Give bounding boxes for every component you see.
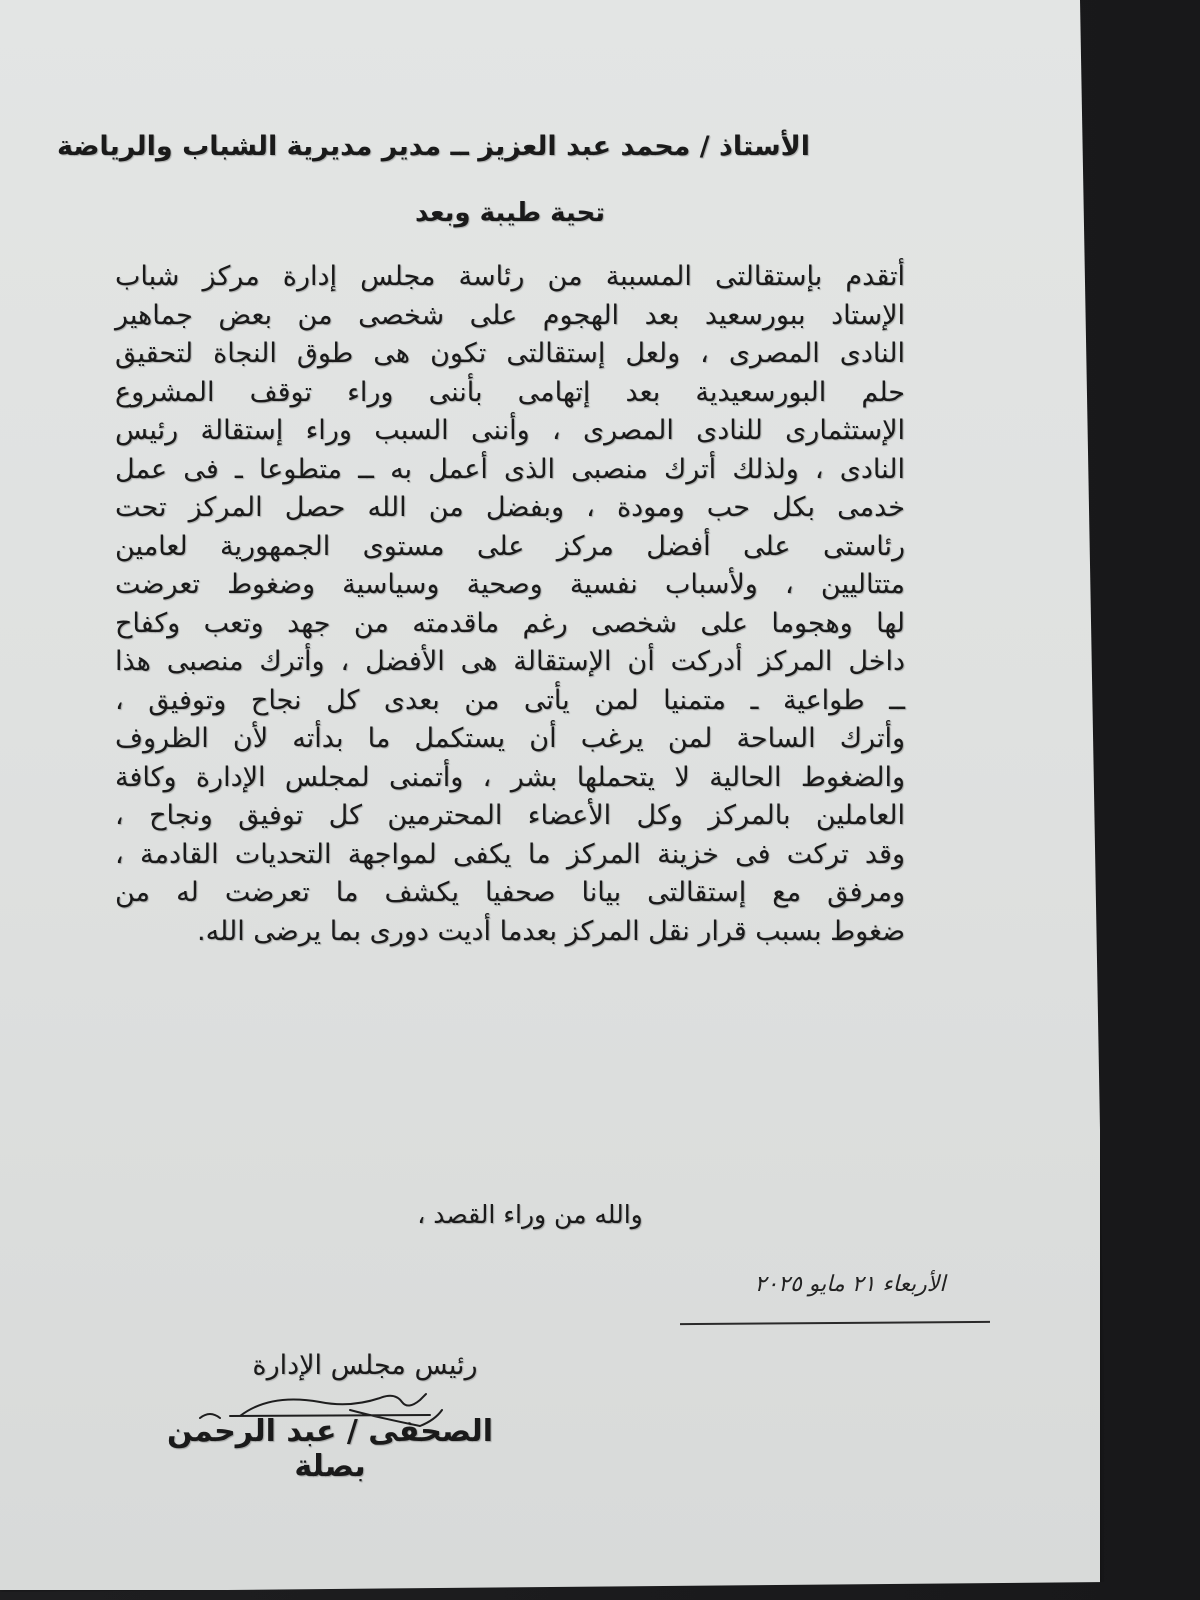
signature-block [130, 1340, 550, 1484]
body-line: ضغوط بسبب قرار نقل المركز بعدما أديت دورى بما يرضى الله. [196, 915, 905, 947]
body-line: الإستثمارى للنادى المصرى ، وأننى السبب وراء إستقالة رئيس [115, 415, 905, 446]
letter-body [115, 258, 905, 951]
closing-phrase: والله من وراء القصد ، [417, 1200, 643, 1229]
body-line: متتاليين ، ولأسباب نفسية وصحية وسياسية وضغوط تعرضت [115, 569, 905, 600]
body-line: أتقدم بإستقالتى المسببة من رئاسة مجلس إدارة مركز شباب [115, 261, 905, 292]
body-line: وأترك الساحة لمن يرغب أن يستكمل ما بدأته لأن الظروف [115, 723, 905, 754]
date-underline [680, 1321, 990, 1325]
body-line: لها وهجوما على شخصى رغم ماقدمته من جهد وتعب وكفاح [115, 607, 905, 639]
body-line: خدمى بكل حب ومودة ، وبفضل من الله حصل المركز تحت [115, 492, 905, 523]
body-line: الإستاد ببورسعيد بعد الهجوم على شخصى من بعض جماهير [115, 299, 905, 331]
body-line: داخل المركز أدركت أن الإستقالة هى الأفضل ، وأترك منصبى هذا [115, 646, 905, 677]
body-line: حلم البورسعيدية بعد إتهامى بأننى وراء توقف المشروع [115, 376, 905, 408]
body-line: وقد تركت فى خزينة المركز ما يكفى لمواجهة التحديات القادمة ، [115, 838, 905, 870]
greeting: تحية طيبة وبعد [414, 198, 606, 228]
addressee-line: الأستاذ / محمد عبد العزيز ــ مدير مديرية الشباب والرياضة [56, 131, 810, 162]
handwritten-date: الأربعاء ٢١ مايو ٢٠٢٥ [754, 1272, 946, 1297]
signature-title: رئيس مجلس الإدارة [252, 1350, 478, 1381]
signatory-name: الصحفى / عبد الرحمن بصلة [167, 1414, 493, 1484]
body-line: والضغوط الحالية لا يتحملها بشر ، وأتمنى لمجلس الإدارة وكافة [115, 761, 905, 793]
body-line: النادى ، ولذلك أترك منصبى الذى أعمل به ــ متطوعا ـ فى عمل [115, 453, 905, 485]
body-line: النادى المصرى ، ولعل إستقالتى تكون هى طوق النجاة لتحقيق [115, 338, 905, 369]
body-line: ــ طواعية ـ متمنيا لمن يأتى من بعدى كل نجاح وتوفيق ، [115, 684, 905, 716]
body-line: ومرفق مع إستقالتى بيانا صحفيا يكشف ما تعرضت له من [115, 877, 905, 908]
body-line: العاملين بالمركز وكل الأعضاء المحترمين كل توفيق ونجاح ، [115, 800, 905, 831]
body-line: رئاستى على أفضل مركز على مستوى الجمهورية لعامين [115, 530, 905, 562]
